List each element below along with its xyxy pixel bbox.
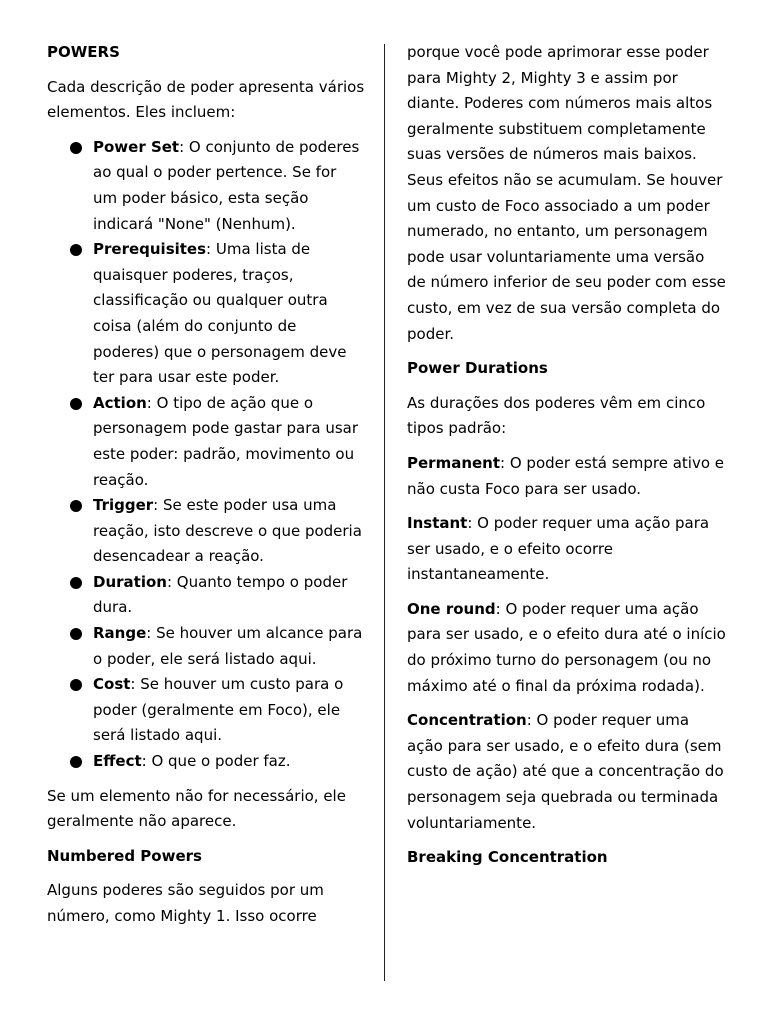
duration-description: : O poder está sempre ativo e não custa Foco para ser usado.: [407, 453, 724, 498]
duration-description: : O poder requer uma ação para ser usado, e o efeito dura (sem custo de ação) até que a concentração do personagem seja quebrada ou terminada voluntariamente.: [407, 711, 724, 832]
bullet-icon: [70, 679, 82, 691]
element-term: Duration: [93, 572, 167, 591]
breaking-concentration-heading: Breaking Concentration: [407, 848, 608, 867]
element-term: Effect: [93, 752, 142, 771]
bullet-icon: [70, 577, 82, 589]
list-item: [47, 135, 365, 237]
element-description: : O conjunto de poderes ao qual o poder pertence. Se for um poder básico, esta seção indicará "None" (Nenhum).: [93, 137, 360, 233]
duration-term: Concentration: [407, 711, 527, 730]
not-needed-paragraph: Se um elemento não for necessário, ele geralmente não aparece.: [47, 786, 346, 831]
element-description: : Se houver um custo para o poder (geralmente em Foco), ele será listado aqui.: [93, 675, 344, 745]
element-term: Action: [93, 393, 147, 412]
element-description: : Uma lista de quaisquer poderes, traços, classificação ou qualquer outra coisa (além do conjunto de poderes) que o personagem deve ter para usar este poder.: [93, 240, 347, 387]
bullet-icon: [70, 756, 82, 768]
duration-instant: [407, 511, 727, 588]
list-item: [47, 493, 365, 570]
element-term: Prerequisites: [93, 240, 207, 259]
duration-concentration: [407, 708, 727, 836]
bullet-icon: [70, 628, 82, 640]
element-term: Power Set: [93, 137, 180, 156]
list-item: [47, 570, 365, 621]
bullet-icon: [70, 398, 82, 410]
duration-term: Instant: [407, 514, 468, 533]
element-description: : Se houver um alcance para o poder, ele será listado aqui.: [93, 624, 363, 668]
powers-heading: POWERS: [47, 43, 120, 61]
duration-term: One round: [407, 599, 496, 618]
durations-intro: As durações dos poderes vêm em cinco tipos padrão:: [407, 393, 706, 438]
duration-permanent: [407, 451, 727, 502]
duration-term: Permanent: [407, 453, 501, 472]
element-description: : Se este poder usa uma reação, isto descreve o que poderia desencadear a reação.: [93, 496, 362, 566]
power-durations-heading: Power Durations: [407, 359, 548, 378]
right-column: [407, 40, 727, 880]
numbered-powers-heading: Numbered Powers: [47, 846, 202, 865]
element-description: : O tipo de ação que o personagem pode gastar para usar este poder: padrão, movimento ou reação.: [93, 393, 359, 489]
element-term: Range: [93, 624, 147, 643]
column-divider: [384, 44, 385, 981]
list-item: [47, 621, 365, 672]
bullet-icon: [70, 244, 82, 256]
element-description: : Quanto tempo o poder dura.: [93, 572, 348, 617]
duration-one-round: [407, 597, 727, 699]
duration-description: : O poder requer uma ação para ser usado, e o efeito dura até o início do próximo turno do personagem (ou no máximo até o final da próxima rodada).: [407, 599, 726, 695]
element-term: Cost: [93, 675, 131, 694]
list-item: [47, 672, 365, 749]
left-column: [47, 40, 365, 939]
list-item: [47, 237, 365, 391]
intro-paragraph: Cada descrição de poder apresenta vários elementos. Eles incluem:: [47, 77, 365, 122]
numbered-powers-continued: porque você pode aprimorar esse poder para Mighty 2, Mighty 3 e assim por diante. Poderes com números mais altos geralmente substituem completamente suas versões de números mais baixos. Seus efeitos não se acumulam. Se houver um custo de Foco associado a um poder numerado, no entanto, um personagem pode usar voluntariamente uma versão de número inferior de seu poder com esse custo, em vez de sua versão completa do poder.: [407, 43, 726, 343]
list-item: [47, 391, 365, 493]
element-term: Trigger: [93, 496, 154, 515]
element-description: : O que o poder faz.: [141, 752, 291, 771]
duration-description: : O poder requer uma ação para ser usado, e o efeito ocorre instantaneamente.: [407, 514, 710, 584]
power-elements-list: [47, 135, 365, 775]
bullet-icon: [70, 500, 82, 512]
list-item: [47, 749, 365, 775]
bullet-icon: [70, 142, 82, 154]
numbered-powers-paragraph: Alguns poderes são seguidos por um número, como Mighty 1. Isso ocorre: [47, 881, 324, 925]
